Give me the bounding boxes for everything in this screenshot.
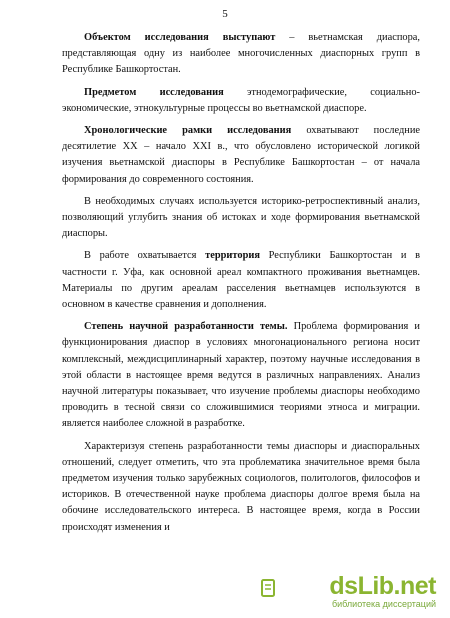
paragraph-text: – вьетнамская диаспора, представляющая одну из наиболее многочисленных диаспорных групп в Республике Башкортостан. [62,32,420,76]
term-territory: территория [205,250,260,262]
paragraph-text: Республики Башкортостан и в частности г. Уфа, как основной ареал компактного проживания вьетнамцев. Материалы по другим ареалам расселения вьетнамцев используются в основном в качестве сравнения и дополнения. [62,250,420,311]
paragraph-text: Характеризуя степень разработанности темы диаспоры и диаспоральных отношений, следует отметить, что эта проблематика значительное время была предметом изучения только зарубежных социологов, политологов, философов и историков. В отечественной науке проблема диаспоры долгое время была на обочине исследовательского интереса. В настоящее время, когда в России [62,440,420,517]
cut-off-text: происходят изменения и [62,521,170,533]
paragraph-object [62,30,420,79]
term-object: Объектом исследования выступают [84,32,276,43]
paragraph-degree [62,319,420,432]
paragraph-text: В необходимых случаях используется историко-ретроспективный анализ, позволяющий углубить знания об истоках и ходе формирования вьетнамской диаспоры. [62,195,420,240]
paragraph-text: этнодемографические, социально-экономические, этнокультурные процессы во вьетнамской диаспоре. [62,86,421,114]
term-subject: Предметом исследования [84,86,224,98]
term-degree: Степень научной разработанности темы. [84,321,288,333]
paragraph-lead: В работе охватывается [84,250,206,262]
paragraph-chronology [62,123,420,188]
paragraph-subject [62,85,420,117]
paragraph-territory [62,248,420,313]
term-chronology: Хронологические рамки исследования [84,125,292,137]
book-icon [260,578,278,598]
paragraph-text: Проблема формирования и функционирования диаспор в условиях многонационального региона носит комплексный, междисциплинарный характер, поэтому научные исследования в этой области в настоящее время ведутся в различных направлениях. Анализ научной литературы показывает, что изучение проблемы диаспоры необходимо проводить в тесной связи со сложившимися теориями этноса и миграции. является наиболее сложной в разработке. [62,321,420,430]
paragraph-text: охватывают последние десятилетие XX – начало XXI в., что обусловлено исторической логикой изучения вьетнамской диаспоры в Республике Башкортостан – от начала формирования до современного состояния. [62,125,420,185]
watermark-logo: dsLib.net [329,572,436,600]
paragraph-characterization [62,439,420,536]
document-body [62,30,420,542]
paragraph-method [62,194,420,243]
page-number: 5 [222,8,228,20]
watermark-subtitle: библиотека диссертаций [331,599,436,609]
watermark [260,572,436,612]
